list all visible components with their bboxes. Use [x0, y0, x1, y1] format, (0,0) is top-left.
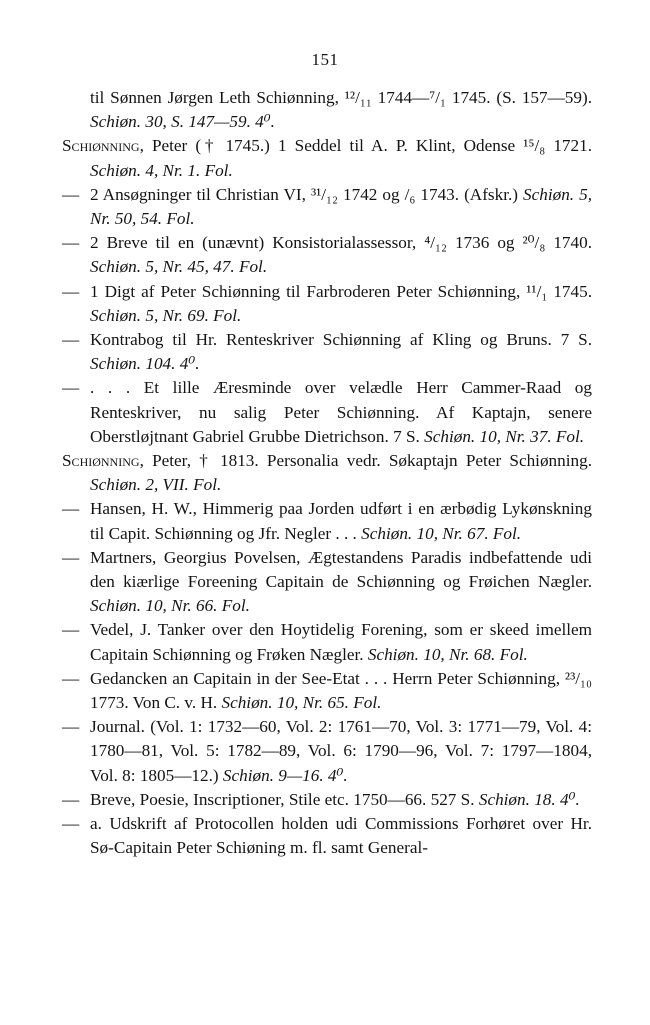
- entry-reference: Schiøn. 5, Nr. 45, 47. Fol.: [90, 257, 268, 277]
- catalog-entry-heading: [62, 449, 592, 497]
- entry-dash: —: [62, 378, 80, 398]
- catalog-entry: [62, 328, 592, 376]
- entry-name: Schiønning: [62, 451, 140, 471]
- entry-text: Journal. (Vol. 1: 1732—60, Vol. 2: 1761—70, Vol. 3: 1771—79, Vol. 4: 1780—81, Vol. 5: 1782—89, Vol. 6: 1790—96, Vol. 7: 1797—1804, Vol. 8: 1805—12.): [90, 717, 592, 785]
- entry-dash: —: [62, 789, 80, 809]
- entry-reference: Schiøn. 5, Nr. 69. Fol.: [90, 305, 242, 325]
- entry-reference: Schiøn. 10, Nr. 65. Fol.: [221, 693, 382, 713]
- entry-reference: Schiøn. 30, S. 147—59. 4⁰.: [90, 112, 275, 132]
- entry-text: til Sønnen Jørgen Leth Schiønning, ¹²/₁₁ 1744—⁷/₁ 1745. (S. 157—59).: [90, 88, 592, 107]
- entry-reference: Schiøn. 10, Nr. 67. Fol.: [361, 523, 522, 543]
- entry-text: Hansen, H. W., Himmerig paa Jorden udført i en ærbødig Lykønskning til Capit. Schiønning og Jfr. Negler . . .: [90, 499, 592, 543]
- entry-dash: —: [62, 547, 80, 567]
- entry-text: 2 Ansøgninger til Christian VI, ³¹/₁₂ 1742 og /₆ 1743. (Afskr.): [90, 184, 524, 204]
- entry-dash: —: [62, 814, 80, 834]
- entry-dash: —: [62, 717, 80, 737]
- catalog-entry: [62, 618, 592, 666]
- entry-text: . . . Et lille Æresminde over velædle Herr Cammer-Raad og Renteskriver, nu salig Peter Schiønning. Af Kaptajn, senere Oberstløjtnant Gabriel Grubbe Dietrichson. 7 S.: [90, 378, 592, 446]
- entry-text: Vedel, J. Tanker over den Hoytidelig Forening, som er skeed imellem Capitain Schiønning og Frøken Nægler.: [90, 620, 592, 664]
- catalog-entry: [62, 715, 592, 788]
- catalog-entry: [62, 546, 592, 619]
- page-number: 151: [311, 50, 339, 69]
- entry-dash: —: [62, 281, 80, 301]
- entry-reference: Schiøn. 18. 4⁰.: [478, 789, 580, 809]
- entry-dash: —: [62, 330, 80, 350]
- entry-text: 2 Breve til en (unævnt) Konsistorialassessor, ⁴/₁₂ 1736 og ²⁰/₈ 1740.: [90, 233, 592, 253]
- entry-text: Kontrabog til Hr. Renteskriver Schiønning af Kling og Bruns. 7 S.: [90, 330, 592, 350]
- catalog-entry: [62, 497, 592, 545]
- entry-text: Gedancken an Capitain in der See-Etat . . . Herrn Peter Schiønning, ²³/₁₀ 1773. Von C. v. H.: [90, 668, 592, 713]
- entry-dash: —: [62, 620, 80, 640]
- entry-dash: —: [62, 184, 80, 204]
- entry-reference: Schiøn. 104. 4⁰.: [90, 354, 200, 374]
- entry-reference: Schiøn. 4, Nr. 1. Fol.: [90, 160, 233, 180]
- entry-text: , Peter († 1745.) 1 Seddel til A. P. Klint, Odense ¹⁵/₈ 1721.: [139, 136, 592, 156]
- entry-text: , Peter, † 1813. Personalia vedr. Søkaptajn Peter Schiønning.: [139, 451, 592, 471]
- entry-reference: Schiøn. 9—16. 4⁰.: [222, 765, 348, 785]
- entry-reference: Schiøn. 10, Nr. 37. Fol.: [424, 426, 585, 446]
- entry-text: Breve, Poesie, Inscriptioner, Stile etc. 1750—66. 527 S.: [90, 789, 479, 809]
- catalog-entry: [62, 183, 592, 231]
- entry-reference: Schiøn. 10, Nr. 66. Fol.: [90, 596, 250, 616]
- entry-reference: Schiøn. 10, Nr. 68. Fol.: [367, 644, 528, 664]
- entry-text: 1 Digt af Peter Schiønning til Farbroderen Peter Schiønning, ¹¹/₁ 1745.: [90, 281, 592, 301]
- catalog-entry: [62, 231, 592, 279]
- catalog-entry: [62, 667, 592, 715]
- entry-name: Schiønning: [62, 136, 140, 156]
- catalog-entry: [62, 812, 592, 860]
- entry-dash: —: [62, 233, 80, 253]
- entry-reference: Schiøn. 2, VII. Fol.: [90, 475, 222, 495]
- entry-dash: —: [62, 499, 80, 519]
- catalog-entry: [62, 788, 592, 812]
- entry-dash: —: [62, 668, 80, 688]
- catalog-entries: [62, 86, 592, 861]
- catalog-entry-heading: [62, 134, 592, 182]
- entry-text: a. Udskrift af Protocollen holden udi Commissions Forhøret over Hr. Sø-Capitain Peter Schiøning m. fl. samt General-: [90, 814, 592, 858]
- catalog-entry: [62, 280, 592, 328]
- catalog-entry: [62, 376, 592, 449]
- catalog-entry: [62, 86, 592, 134]
- entry-reference: Schiøn. 5, Nr. 50, 54. Fol.: [90, 184, 593, 229]
- entry-text: Martners, Georgius Povelsen, Ægtestandens Paradis indbefattende udi den kiærlige Foreening Capitain de Schiønning og Frøichen Nægler.: [90, 547, 592, 592]
